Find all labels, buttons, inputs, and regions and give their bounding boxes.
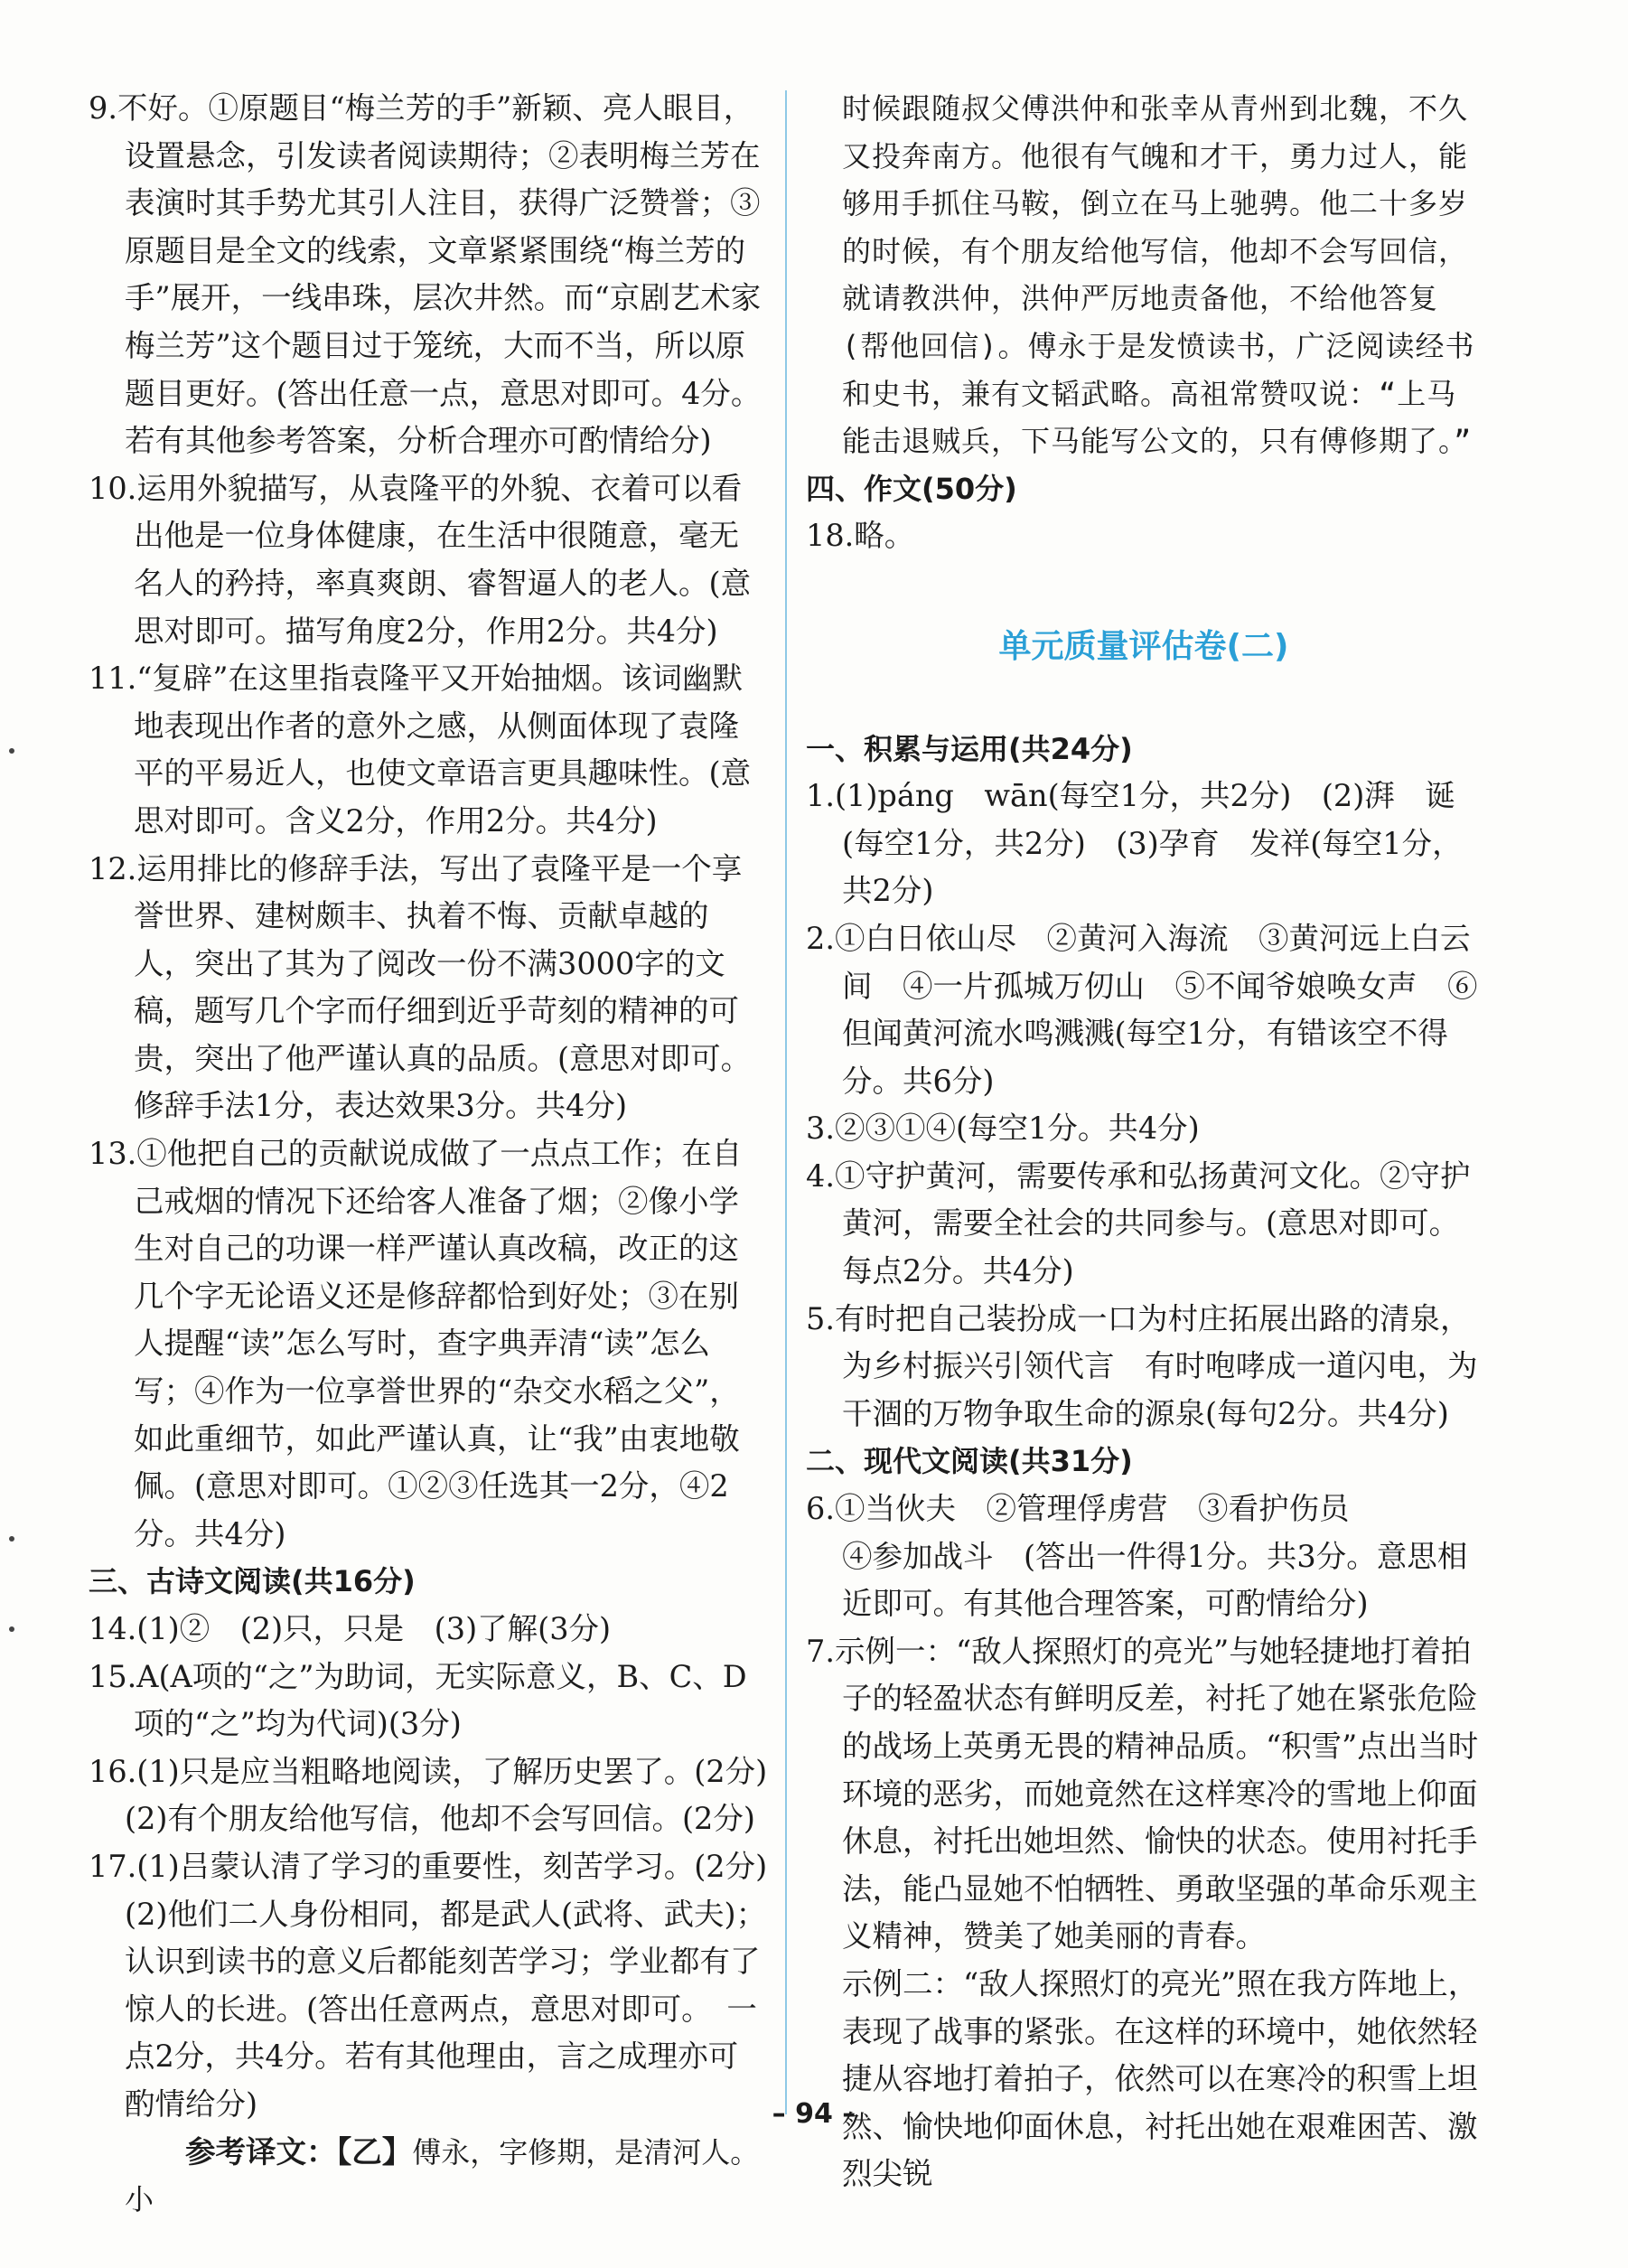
translation-continued: 时候跟随叔父傅洪仲和张幸从青州到北魏，不久又投奔南方。他很有气魄和才干，勇力过人，能够用手抓住马鞍，倒立在马上驰骋。他二十多岁的时候，有个朋友给他写信，他却不会写回信，就请教洪仲，洪仲严厉地责备他，不给他答复(帮他回信)。傅永于是发愤读书，广泛阅读经书和史书，兼有文韬武略。高祖常赞叹说：“上马能击退贼兵，下马能写公文的，只有傅修期了。” bbox=[842, 91, 1475, 459]
unit-title: 单元质量评估卷(二) bbox=[998, 627, 1289, 665]
answer-18: 18.略。 bbox=[806, 518, 915, 554]
answer-10: 10.运用外貌描写，从袁隆平的外貌、衣着可以看出他是一位身体健康，在生活中很随意，毫无名人的矜持，率真爽朗、睿智逼人的老人。(意思对即可。描写角度2分，作用2分。共4分) bbox=[89, 470, 752, 649]
answer-r6: 6.①当伙夫 ②管理俘虏营 ③看护伤员 bbox=[806, 1491, 1350, 1527]
answer-12: 12.运用排比的修辞手法，写出了袁隆平是一个享誉世界、建树颇丰、执着不悔、贡献卓越的人，突出了其为了阅改一份不满3000字的文稿，题写几个字而仔细到近乎苛刻的精神的可贵，突出了他严谨认真的品质。(意思对即可。修辞手法1分，表达效果3分。共4分) bbox=[89, 850, 752, 1124]
answer-r2: 2.①白日依山尽 ②黄河入海流 ③黄河远上白云间 ④一片孤城万仞山 ⑤不闻爷娘唤女声 ⑥但闻黄河流水鸣溅溅(每空1分，有错该空不得分。共6分) bbox=[806, 920, 1478, 1099]
section-heading-essay: 四、作文(50分) bbox=[806, 471, 1017, 506]
margin-mark bbox=[9, 1626, 14, 1632]
margin-mark bbox=[9, 1536, 14, 1542]
answer-16-part2: (2)有个朋友给他写信，他却不会写回信。(2分) bbox=[125, 1801, 755, 1837]
section-heading-accumulation: 一、积累与运用(共24分) bbox=[806, 731, 1133, 766]
answer-15: 15.A(A项的“之”为助词，无实际意义，B、C、D项的“之”均为代词)(3分) bbox=[89, 1658, 747, 1742]
page-number: – 94 – bbox=[772, 2098, 856, 2130]
answer-r4: 4.①守护黄河，需要传承和弘扬黄河文化。②守护黄河，需要全社会的共同参与。(意思对即可。每点2分。共4分) bbox=[806, 1157, 1471, 1289]
answer-13: 13.①他把自己的贡献说成做了一点点工作；在自己戒烟的情况下还给客人准备了烟；②像小学生对自己的功课一样严谨认真改稿，改正的这几个字无论语义还是修辞都恰到好处；③在别人提醒“读”怎么写时，查字典弄清“读”怎么写；④作为一位享誉世界的“杂交水稻之父”，如此重细节，如此严谨认真，让“我”由衷地敬佩。(意思对即可。①②③任选其一2分，④2分。共4分) bbox=[89, 1136, 743, 1551]
right-column bbox=[806, 85, 1482, 2198]
section-heading-modern: 二、现代文阅读(共31分) bbox=[806, 1444, 1133, 1479]
answer-r7-example2: 示例二：“敌人探照灯的亮光”照在我方阵地上，表现了战事的紧张。在这样的环境中，她依然轻捷从容地打着拍子，依然可以在寒冷的积雪上坦然、愉快地仰面休息，衬托出她在艰难困苦、激烈尖锐 bbox=[842, 1965, 1479, 2192]
answer-11: 11.“复辟”在这里指袁隆平又开始抽烟。该词幽默地表现出作者的意外之感，从侧面体现了袁隆平的平易近人，也使文章语言更具趣味性。(意思对即可。含义2分，作用2分。共4分) bbox=[89, 661, 752, 839]
answer-17: 17.(1)吕蒙认清了学习的重要性，刻苦学习。(2分) bbox=[89, 1848, 768, 1884]
answer-r6-cont: ④参加战斗 (答出一件得1分。共3分。意思相近即可。有其他合理答案，可酌情给分) bbox=[842, 1538, 1468, 1622]
answer-17-part2: (2)他们二人身份相同，都是武人(武将、武夫)；认识到读书的意义后都能刻苦学习；学业都有了惊人的长进。(答出任意两点，意思对即可。 一点2分，共4分。若有其他理由，言之成理亦可酌情给分) bbox=[125, 1896, 767, 2122]
margin-mark bbox=[9, 748, 14, 754]
answer-r5: 5.有时把自己装扮成一口为村庄拓展出路的清泉，为乡村振兴引领代言 有时咆哮成一道闪电，为干涸的万物争取生命的源泉(每句2分。共4分) bbox=[806, 1300, 1478, 1431]
answer-9: 9.不好。①原题目“梅兰芳的手”新颖、亮人眼目，设置悬念，引发读者阅读期待；②表明梅兰芳在表演时其手势尤其引人注目，获得广泛赞誉；③原题目是全文的线索，文章紧紧围绕“梅兰芳的手”展开，一线串珠，层次井然。而“京剧艺术家梅兰芳”这个题目过于笼统，大而不当，所以原题目更好。(答出任意一点，意思对即可。4分。若有其他参考答案，分析合理亦可酌情给分) bbox=[89, 90, 762, 459]
answer-14: 14.(1)② (2)只，只是 (3)了解(3分) bbox=[89, 1611, 612, 1646]
answer-r7: 7.示例一：“敌人探照灯的亮光”与她轻捷地打着拍子的轻盈状态有鲜明反差，衬托了她在紧张危险的战场上英勇无畏的精神品质。“积雪”点出当时环境的恶劣，而她竟然在这样寒冷的雪地上仰面休息，衬托出她坦然、愉快的状态。使用衬托手法，能凸显她不怕牺牲、勇敢坚强的革命乐观主义精神，赞美了她美丽的青春。 bbox=[806, 1633, 1479, 1954]
section-heading-classical: 三、古诗文阅读(共16分) bbox=[89, 1564, 416, 1599]
left-column bbox=[89, 85, 768, 2224]
column-divider bbox=[785, 90, 787, 2114]
answer-r3: 3.②③①④(每空1分。共4分) bbox=[806, 1111, 1200, 1147]
answer-r1: 1.(1)páng wān(每空1分，共2分) (2)湃 诞(每空1分，共2分) (3)孕育 发祥(每空1分，共2分) bbox=[806, 778, 1463, 909]
translation-label: 参考译文：【乙】 bbox=[185, 2133, 413, 2170]
answer-16: 16.(1)只是应当粗略地阅读，了解历史罢了。(2分) bbox=[89, 1753, 768, 1789]
translation-start: 参考译文：【乙】傅永，字修期，是清河人。小 bbox=[125, 2133, 760, 2217]
